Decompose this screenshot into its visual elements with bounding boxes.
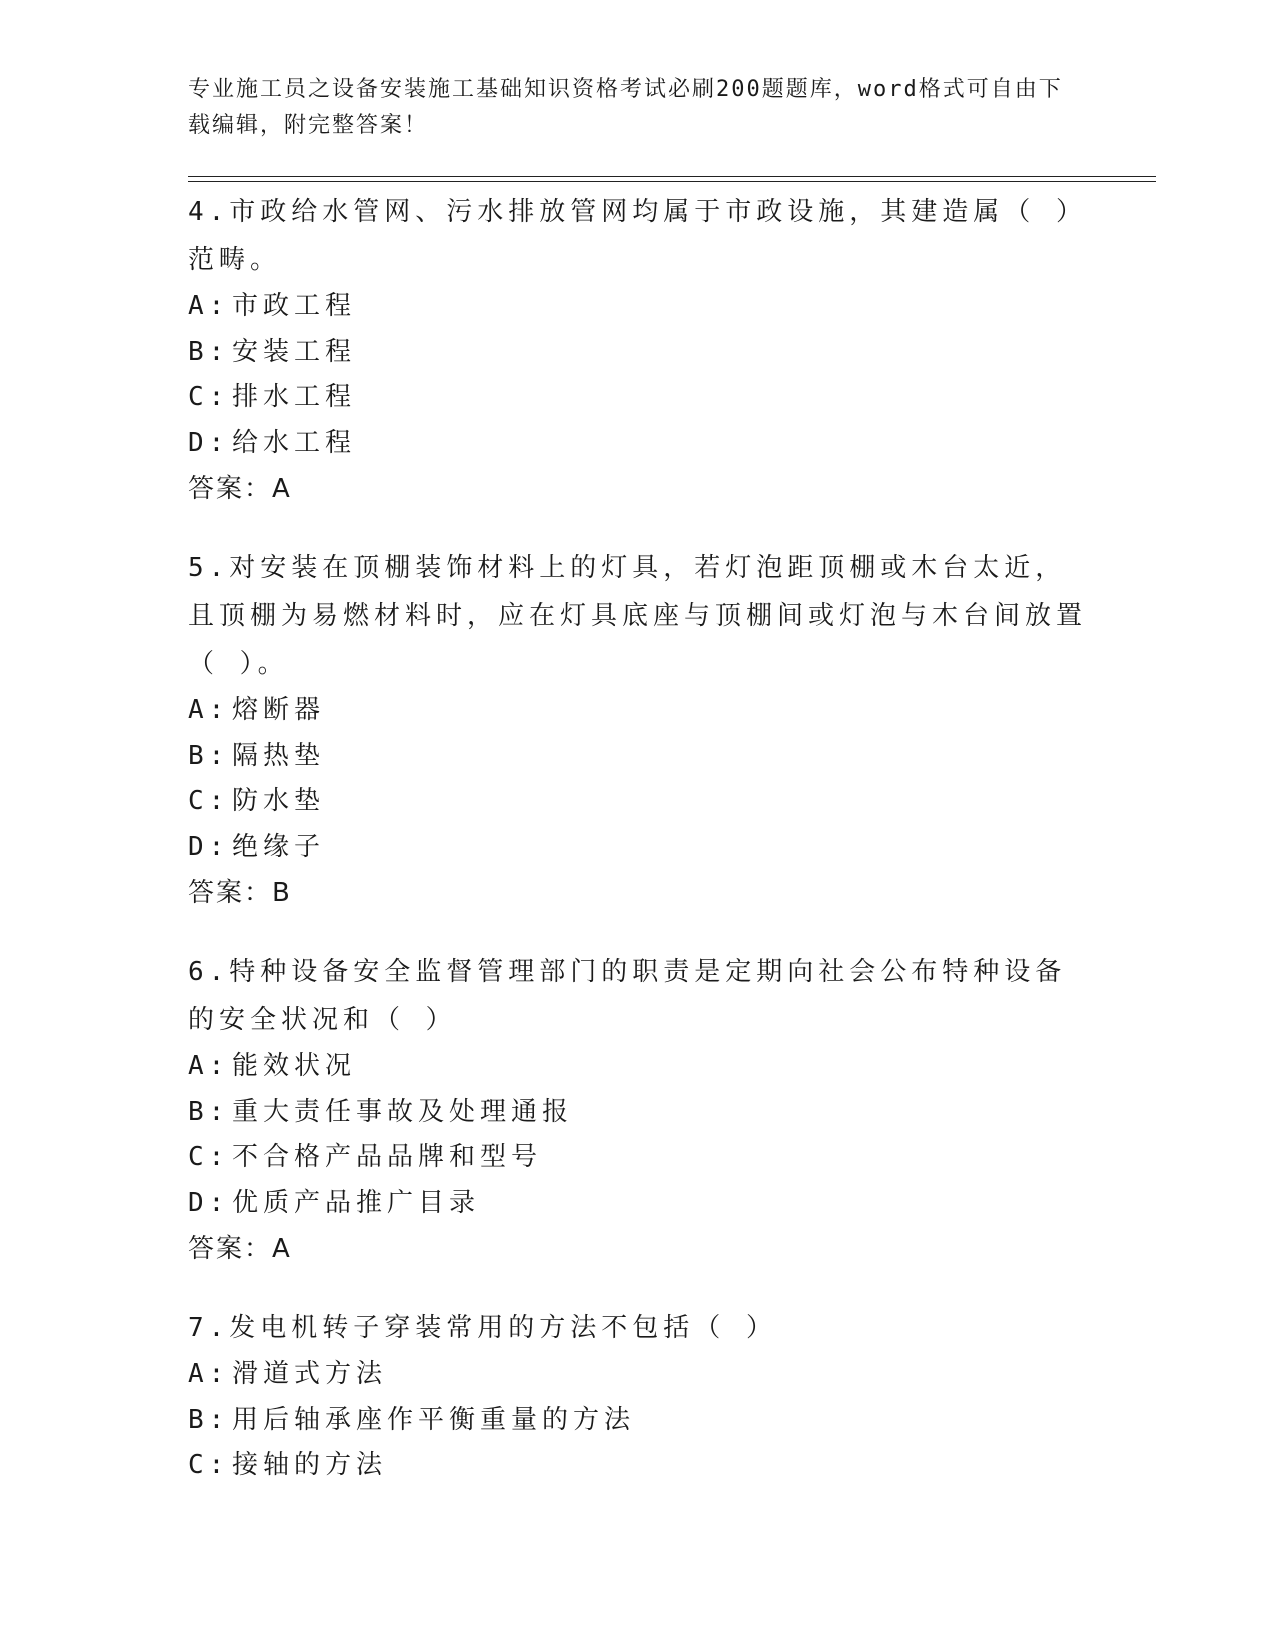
option-b (188, 1090, 1088, 1136)
header-rule-top (188, 176, 1156, 177)
option-letter: C: (188, 382, 230, 412)
answer-line: 答案：A (188, 1234, 292, 1264)
option-b (188, 1398, 1088, 1444)
question-list (188, 188, 1088, 1521)
option-letter: A: (188, 1051, 230, 1081)
question-4 (188, 188, 1088, 512)
option-a (188, 1352, 1088, 1398)
header-rule-bottom (188, 181, 1156, 182)
question-7 (188, 1304, 1088, 1489)
answer-line: 答案：A (188, 474, 292, 504)
question-6 (188, 948, 1088, 1272)
question-stem: 6.特种设备安全监督管理部门的职责是定期向社会公布特种设备的安全状况和（ ） (188, 957, 1067, 1035)
option-text: 安装工程 (232, 336, 357, 367)
option-text: 市政工程 (232, 291, 357, 321)
option-letter: B: (188, 1404, 230, 1435)
question-stem: 5.对安装在顶棚装饰材料上的灯具，若灯泡距顶棚或木台太近，且顶棚为易燃材料时，应在灯具底座与顶棚间或灯泡与木台间放置（ ）。 (188, 553, 1088, 679)
option-a (188, 284, 1088, 330)
option-text: 用后轴承座作平衡重量的方法 (232, 1404, 636, 1435)
option-text: 能效状况 (232, 1051, 357, 1081)
option-letter: B: (188, 1096, 230, 1127)
option-b (188, 734, 1088, 780)
option-text: 熔断器 (232, 695, 326, 725)
option-text: 滑道式方法 (232, 1359, 388, 1389)
document-header: 专业施工员之设备安装施工基础知识资格考试必刷200题题库，word格式可自由下载编辑，附完整答案！ (188, 77, 1063, 138)
option-text: 给水工程 (232, 427, 357, 458)
option-d (188, 825, 1088, 871)
question-stem: 4.市政给水管网、污水排放管网均属于市政设施，其建造属（ ）范畴。 (188, 197, 1087, 275)
option-a (188, 688, 1088, 734)
option-b (188, 330, 1088, 376)
option-text: 排水工程 (232, 382, 357, 412)
option-c (188, 1135, 1088, 1181)
option-a (188, 1044, 1088, 1090)
option-text: 不合格产品品牌和型号 (232, 1142, 543, 1172)
option-text: 优质产品推广目录 (232, 1187, 481, 1218)
option-d (188, 1181, 1088, 1227)
option-letter: D: (188, 427, 230, 458)
option-text: 绝缘子 (232, 831, 326, 862)
option-d (188, 421, 1088, 467)
option-letter: A: (188, 1359, 230, 1389)
option-c (188, 779, 1088, 825)
option-letter: B: (188, 740, 230, 771)
option-text: 接轴的方法 (232, 1450, 388, 1480)
question-5 (188, 544, 1088, 916)
option-letter: A: (188, 291, 230, 321)
answer-line: 答案：B (188, 878, 292, 908)
option-letter: D: (188, 1187, 230, 1218)
option-letter: B: (188, 336, 230, 367)
option-text: 防水垫 (232, 786, 326, 816)
option-letter: C: (188, 786, 230, 816)
option-text: 隔热垫 (232, 740, 326, 771)
option-letter: D: (188, 831, 230, 862)
option-letter: C: (188, 1450, 230, 1480)
option-c (188, 1443, 1088, 1489)
option-text: 重大责任事故及处理通报 (232, 1096, 574, 1127)
option-letter: A: (188, 695, 230, 725)
option-letter: C: (188, 1142, 230, 1172)
question-stem: 7.发电机转子穿装常用的方法不包括（ ） (188, 1313, 777, 1343)
option-c (188, 375, 1088, 421)
